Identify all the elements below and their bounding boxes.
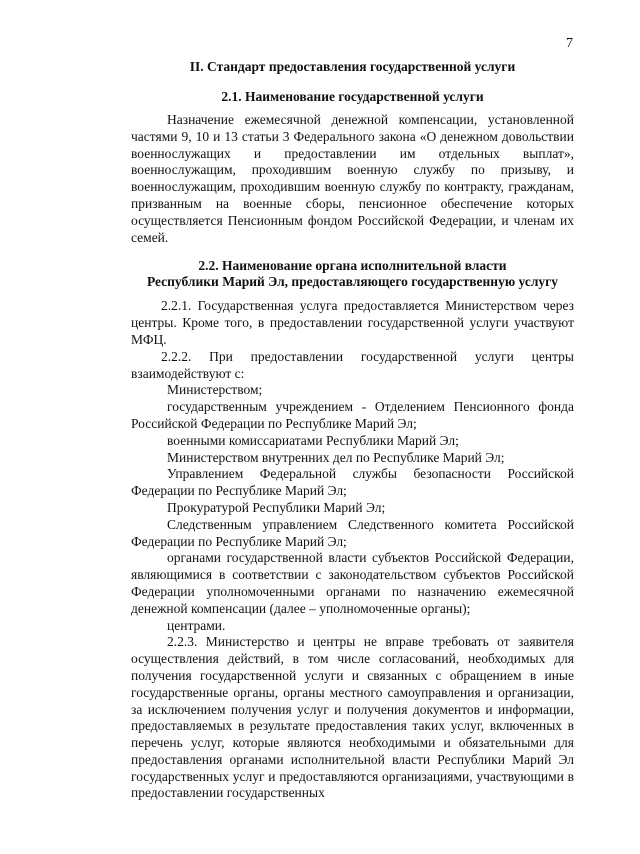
list-item: Министерством; [167, 382, 263, 398]
list-item: центрами. [167, 617, 226, 633]
list-item: Прокуратурой Республики Марий Эл; [167, 499, 386, 515]
subsection-1-paragraph: Назначение ежемесячной денежной компенсации, установленной частями 9, 10 и 13 статьи 3 Федерального закона «О денежном довольствии военнослужащих и предоставлении им отдельных выплат», военнослужащим, проходившим военную службу по призыву, и военнослужащим, проходившим военную службу по контракту, гражданам, призванным на военные сборы, пенсионное обеспечение которых осуществляется Пенсионным фондом Российской Федерации, и членам их семей. [131, 112, 574, 245]
subsection-1-title: 2.1. Наименование государственной услуги [221, 89, 484, 104]
paragraph-2-2-2: 2.2.2. При предоставлении государственной услуги центры взаимодействуют с: [131, 348, 574, 381]
paragraph-2-2-1: 2.2.1. Государственная услуга предоставляется Министерством через центры. Кроме того, в предоставлении государственной услуги участвуют МФЦ. [131, 298, 574, 347]
list-item: государственным учреждением - Отделением Пенсионного фонда Российской Федерации по Республике Марий Эл; [131, 399, 574, 431]
subsection-2-title-line1: 2.2. Наименование органа исполнительной власти [198, 258, 507, 274]
list-item: Управлением Федеральной службы безопасности Российской Федерации по Республике Марий Эл; [131, 466, 574, 499]
list-item: военными комиссариатами Республики Марий Эл; [167, 432, 459, 448]
list-item: Министерством внутренних дел по Республике Марий Эл; [167, 449, 505, 465]
section-title: II. Стандарт предоставления государственной услуги [189, 59, 516, 74]
page-number: 7 [566, 36, 573, 51]
list-item: Следственным управлением Следственного комитета Российской Федерации по Республике Марий Эл; [131, 516, 574, 549]
page-content [131, 58, 574, 802]
paragraph-2-2-3: 2.2.3. Министерство и центры не вправе требовать от заявителя осуществления действий, в том числе согласований, необходимых для получения государственной услуги и связанных с обращением в иные государственные органы, органы местного самоуправления и организации, за исключением получения услуг и получения документов и информации, предоставляемых в результате предоставления таких услуг, включенных в перечень услуг, которые являются необходимыми и обязательными для предоставления органами исполнительной власти Республики Марий Эл государственных услуг и предоставляются организациями, участвующими в предоставлении государственных [131, 634, 574, 801]
subsection-2-title-line2: Республики Марий Эл, предоставляющего государственную услугу [146, 274, 559, 290]
list-item: органами государственной власти субъектов Российской Федерации, являющимися в соответствии с законодательством субъектов Российской Федерации уполномоченными органами по назначению ежемесячной денежной компенсации (далее – уполномоченные органы); [131, 550, 574, 616]
subsection-2-title [131, 258, 574, 290]
